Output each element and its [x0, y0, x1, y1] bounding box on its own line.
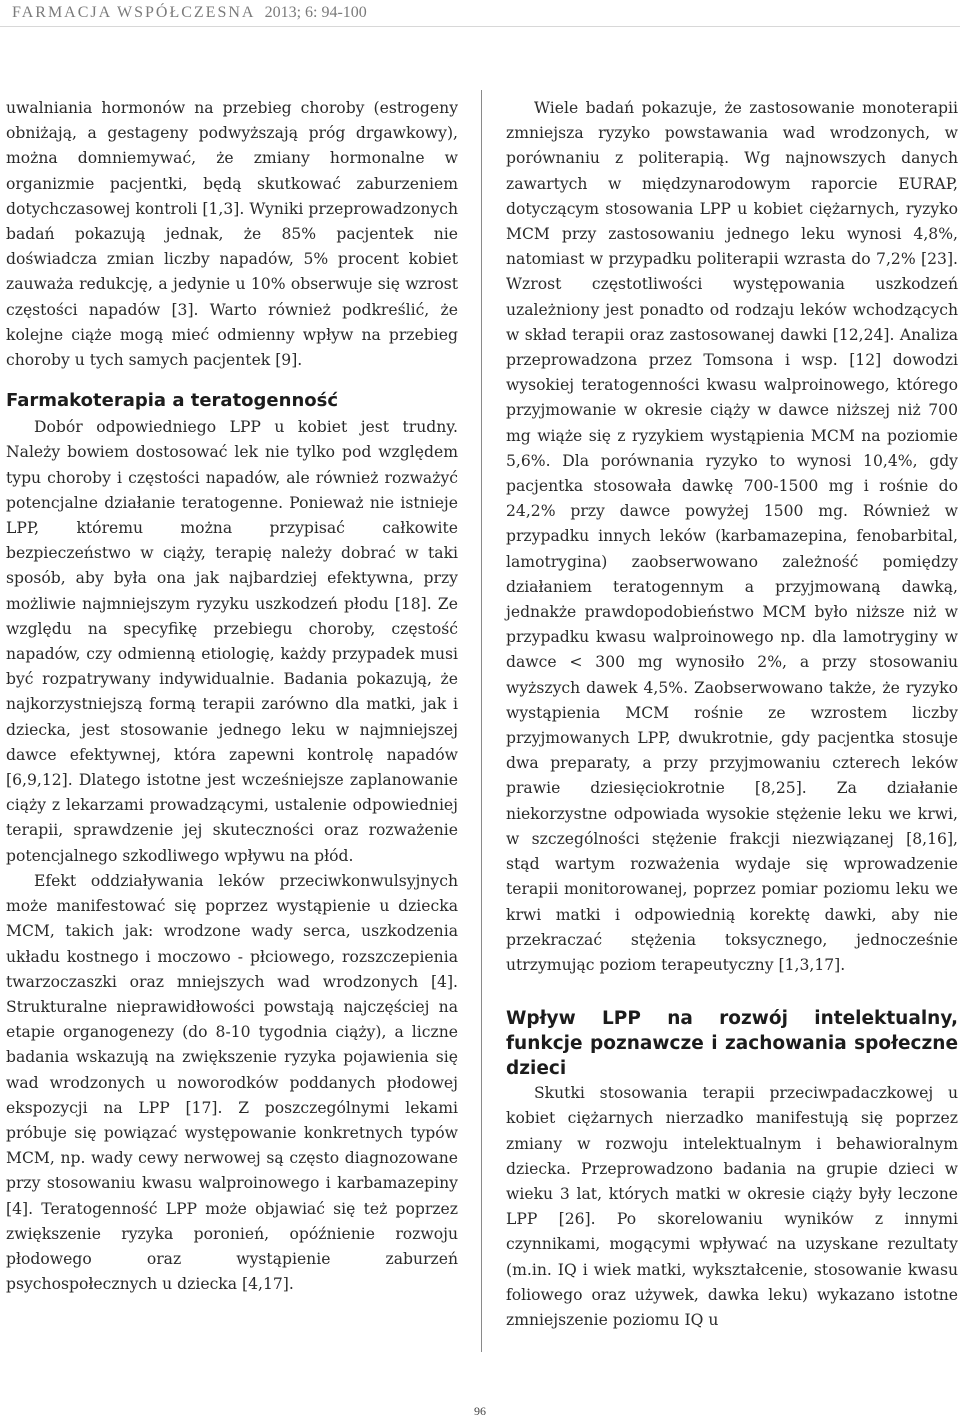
column-divider: [481, 90, 482, 1352]
header-rule: [0, 26, 960, 27]
paragraph: Wiele badań pokazuje, że zastosowanie monoterapii zmniejsza ryzyko powstawania wad wrodzonych, w porównaniu z politerapią. Wg najnowszych danych zawartych w międzynarodowym raporcie EURAP, dotyczącym stosowania LPP u kobiet ciężarnych, ryzyko MCM przy zastosowaniu jednego leku wynosi 4,8%, natomiast w przypadku politerapii wzrasta do 7,2% [23]. Wzrost częstotliwości występowania uszkodzeń uzależniony jest ponadto od rodzaju leków wchodzących w skład terapii oraz zastosowanej dawki [12,24]. Analiza przeprowadzona przez Tomsona i wsp. [12] dowodzi wysokiej teratogenności kwasu walproinowego, którego przyjmowanie w okresie ciąży w dawce niższej niż 700 mg wiąże się z ryzykiem wystąpienia MCM na poziomie 5,6%. Dla porównania ryzyko to wynosi 10,4%, gdy pacjentka stosowała dawkę 700-1500 mg i rośnie do 24,2% przy dawce powyżej 1500 mg. Również w przypadku innych leków (karbamazepina, fenobarbital, lamotrygina) zaobserwowano zależność pomiędzy działaniem teratogennym a przyjmowaną dawką, jednakże prawdopodobieństwo MCM było niższe niż w przypadku kwasu walproinowego np. dla lamotryginy w dawce < 300 mg wynosiło 2%, a przy stosowaniu wyższych dawek 4,5%. Zaobserwowano także, że ryzyko wystąpienia MCM rośnie ze wzrostem liczby przyjmowanych LPP, dwukrotnie, gdy pacjentka stosuje dwa preparaty, a przy przyjmowaniu czterech leków prawie dziesięciokrotnie [8,25]. Za działanie niekorzystne odpowiada wysokie stężenie leku we krwi, w szczególności stężenie frakcji niezwiązanej [8,16], stąd wartym rozważenia wydaje się wprowadzenie terapii monitorowanej, poprzez pomiar poziomu leku we krwi matki i odpowiednią korektę dawki, aby nie przekraczać stężenia toksycznego, jednocześnie utrzymując poziom terapeutyczny [1,3,17].: [506, 99, 958, 974]
right-column: [506, 96, 958, 1333]
journal-name: FARMACJA WSPÓŁCZESNA: [12, 4, 255, 21]
journal-citation: 2013; 6: 94-100: [264, 4, 367, 21]
paragraph: Efekt oddziaływania leków przeciwkonwulsyjnych może manifestować się poprzez wystąpienie u dziecka MCM, takich jak: wrodzone wady serca, uszkodzenia układu kostnego i moczowo - płciowego, rozszczepienia twarzoczaszki oraz mniejszych wad wrodzonych [4]. Strukturalne nieprawidłowości powstają najczęściej na etapie organogenezy (do 8-10 tygodnia ciąży), a liczne badania wskazują na zwiększenie ryzyka pojawienia się wad wrodzonych u noworodków poddanych płodowej ekspozycji na LPP [17]. Z poszczególnymi lekami próbuje się powiązać występowanie konkretnych typów MCM, np. wady cewy nerwowej są często diagnozowane przy stosowaniu kwasu walproinowego i karbamazepiny [4]. Teratogenność LPP może objawiać się też poprzez zwiększenie ryzyka poronień, opóźnienie rozwoju płodowego oraz wystąpienie zaburzeń psychospołecznych u dziecka [4,17].: [6, 871, 458, 1294]
section-heading: Farmakoterapia a teratogenność: [6, 390, 339, 412]
paragraph: Dobór odpowiedniego LPP u kobiet jest trudny. Należy bowiem dostosować lek nie tylko pod względem typu choroby i częstości napadów, ale również rozważyć potencjalne działanie teratogenne. Ponieważ nie istnieje LPP, któremu można przypisać całkowite bezpieczeństwo w ciąży, terapię należy dobrać w taki sposób, aby była ona jak najbardziej efektywna, przy możliwie najmniejszym ryzyku uszkodzeń płodu [18]. Ze względu na specyfikę przebiegu choroby, częstość napadów, czy odmienną etiologię, każdy przypadek musi być rozpatrywany indywidualnie. Badania pokazują, że najkorzystniejszą formą terapii zarówno dla matki, jak i dziecka, jest stosowanie jednego leku w najmniejszej dawce efektywnej, która zapewni kontrolę napadów [6,9,12]. Dlatego istotne jest wcześniejsze zaplanowanie ciąży z lekarzami prowadzącymi, ustalenie odpowiedniej terapii, sprawdzenie jej skuteczności oraz rozważenie potencjalnego szkodliwego wpływu na płód.: [6, 418, 458, 865]
running-header: [12, 4, 367, 22]
page-number: 96: [474, 1404, 486, 1418]
section-heading: Wpływ LPP na rozwój intelektualny, funkcje poznawcze i zachowania społeczne dzieci: [506, 1008, 958, 1080]
left-column: [6, 96, 458, 1297]
paragraph: Skutki stosowania terapii przeciwpadaczkowej u kobiet ciężarnych nierzadko manifestują się poprzez zmiany w rozwoju intelektualnym i behawioralnym dziecka. Przeprowadzono badania na grupie dzieci w wieku 3 lat, których matki w okresie ciąży były leczone LPP [26]. Po skorelowaniu wyników z innymi czynnikami, mogącymi wpływać na uzyskane rezultaty (m.in. IQ i wiek matki, wykształcenie, stosowanie kwasu foliowego oraz używek, dawka leku) wykazano istotne zmniejszenie poziomu IQ u: [506, 1084, 958, 1329]
paragraph: uwalniania hormonów na przebieg choroby (estrogeny obniżają, a gestageny podwyższają próg drgawkowy), można domniemywać, że zmiany hormonalne w organizmie pacjentki, będą skutkować zaburzeniem dotychczasowej kontroli [1,3]. Wyniki przeprowadzonych badań pokazują jednak, że 85% pacjentek nie doświadcza zmian liczby napadów, 5% procent kobiet zauważa redukcję, a jedynie u 10% obserwuje się wzrost częstości napadów [3]. Warto również podkreślić, że kolejne ciąże mogą mieć odmienny wpływ na przebieg choroby u tych samych pacjentek [9].: [6, 99, 458, 370]
